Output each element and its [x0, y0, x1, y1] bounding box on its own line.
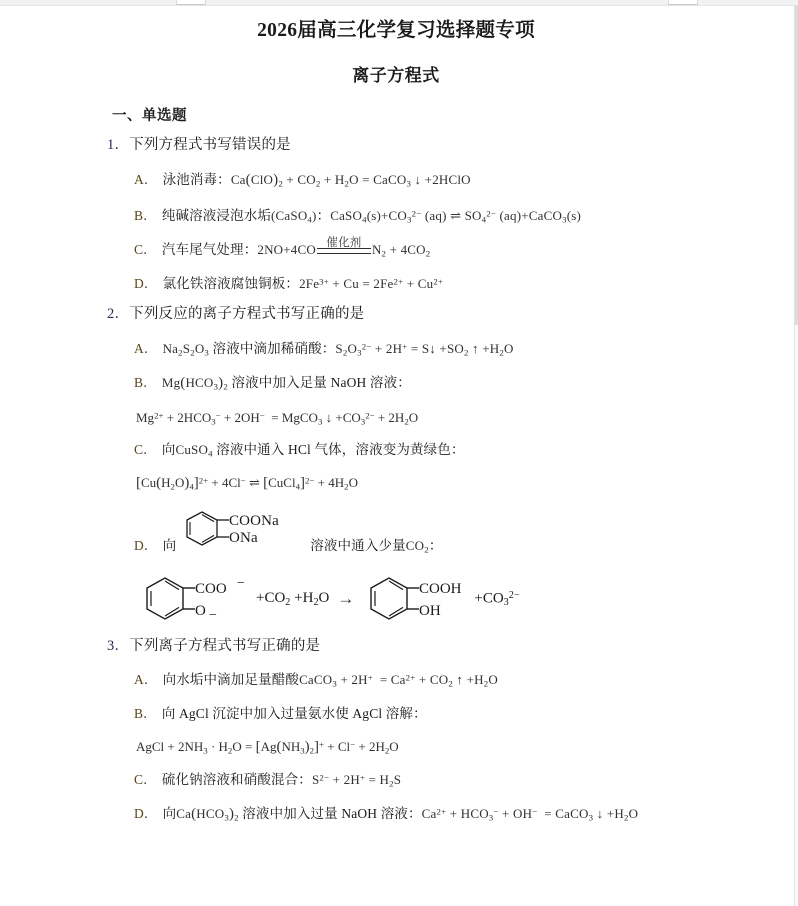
question-2-option-d[interactable]	[134, 506, 792, 556]
option-letter: C．	[134, 241, 157, 257]
question-1-option-d[interactable]	[134, 274, 792, 294]
question-3-option-c[interactable]	[134, 770, 792, 790]
option-letter: A．	[134, 340, 158, 356]
option-letter: C．	[134, 771, 157, 787]
benzene-dianion-structure-icon	[179, 506, 307, 550]
o-charge-label: −	[209, 607, 217, 623]
option-letter: D．	[134, 806, 158, 822]
salicylic-acid-structure-icon	[363, 572, 469, 626]
option-letter: A．	[134, 672, 158, 688]
page-title: 2026届高三化学复习选择题专项	[257, 20, 535, 41]
option-equation: CaCO$_3$ + $2H^+ = Ca^{2+} + CO_2$ ↑ $+H_2O$	[299, 672, 498, 689]
option-equation: $S_2O_3^{2-} + 2H^+$ = S↓ $+SO_2$ ↑ $+H_2O$	[335, 340, 514, 358]
question-2-option-b[interactable]	[134, 373, 792, 395]
question-1-option-a[interactable]	[134, 170, 792, 192]
option-equation: $CaSO_4(s)+CO_3^{2-}$ (aq) ⇌ $SO_4^{2-}$ (aq)+CaCO$_3$(s)	[330, 207, 582, 225]
viewer-page-tab-right	[668, 0, 698, 5]
option-equation: 2NO+4CO 催化剂 $N_2 + 4CO_2$	[257, 236, 431, 259]
question-3-number: 3．	[107, 637, 130, 654]
option-text-after: 溶液中通入少量$CO_2$：	[310, 538, 443, 555]
question-2-number: 2．	[107, 306, 130, 323]
option-text: 向CuSO$_4$ 溶液中通入 HCl 气体，溶液变为黄绿色：	[161, 442, 465, 459]
question-1-stem	[107, 136, 792, 156]
option-letter: B．	[134, 706, 157, 722]
question-2-option-b-equation: $Mg^{2+} + 2HCO_3^- + 2OH^-$ = MgCO$_3$ ↓ $+CO_3^{2-} + 2H_2O$	[136, 409, 419, 426]
question-3-stem-text: 下列离子方程式书写正确的是	[129, 637, 321, 654]
equation-reactants: $+CO_2 +H_2O$	[256, 589, 330, 608]
question-2-stem-text: 下列反应的离子方程式书写正确的是	[129, 306, 365, 323]
question-1	[0, 136, 792, 294]
question-3-option-b-equation: AgCl + $2NH_3 \cdot H_2O = [Ag(NH_3)_2]^+ + Cl^- + 2H_2O$	[136, 738, 399, 756]
question-2-option-d-equation	[136, 572, 792, 626]
option-letter: B．	[134, 207, 157, 223]
option-letter: D．	[134, 276, 158, 292]
option-equation: $Ca^{2+} + HCO_3^- + OH^-$ = CaCO$_3$ ↓ $+H_2O$	[421, 806, 639, 823]
substituent-coona-label: COONa	[229, 513, 280, 530]
arrow-lines	[317, 248, 371, 254]
question-3-option-d[interactable]	[134, 804, 792, 826]
option-text: $Na_2S_2O_3$ 溶液中滴加稀硝酸：	[162, 340, 336, 358]
question-3	[0, 637, 792, 826]
option-equation: $Ca(ClO)_2 + CO_2 + H_2O$ = CaCO$_3$ ↓ +2HClO	[230, 171, 471, 189]
option-text: 氯化铁溶液腐蚀铜板：	[162, 276, 300, 292]
question-2-option-a[interactable]	[134, 339, 792, 359]
question-3-option-b[interactable]	[134, 704, 792, 724]
question-2-option-c[interactable]	[134, 440, 792, 460]
question-2-stem	[107, 305, 792, 325]
option-text: 纯碱溶液浸泡水垢(CaSO$_4$)：	[161, 207, 331, 225]
question-3-option-a[interactable]	[134, 670, 792, 690]
document-page	[0, 6, 792, 826]
question-2-option-c-equation: $[Cu(H_2O)_4]^{2+} + 4Cl^-$ ⇌ [CuCl$_4$]$^{2-}$ + $4H_2O$	[136, 475, 358, 492]
equation-products: $+CO_3^{2-}$	[474, 589, 520, 608]
cooh-label: COOH	[419, 580, 462, 597]
question-1-stem-text: 下列方程式书写错误的是	[129, 137, 291, 154]
option-text: 汽车尾气处理：	[161, 241, 258, 257]
structural-equation-row	[136, 572, 792, 626]
catalyst-label: 催化剂	[326, 236, 362, 249]
vertical-scrollbar[interactable]	[794, 5, 798, 906]
option-text: 向水垢中滴加足量醋酸	[162, 672, 300, 688]
option-equation: $S^{2-} + 2H^+ = H_2S$	[311, 771, 402, 789]
viewer-page-tab-left	[176, 0, 206, 5]
question-2	[0, 305, 792, 626]
question-1-number: 1．	[107, 137, 130, 154]
salicylate-dianion-structure-icon	[139, 572, 251, 626]
option-text: 硫化钠溶液和硝酸混合：	[161, 771, 312, 787]
question-1-option-b[interactable]	[134, 206, 792, 226]
reaction-arrow-icon: →	[337, 588, 355, 608]
question-1-option-c[interactable]	[134, 236, 792, 260]
catalyst-arrow	[317, 236, 371, 257]
oh-label: OH	[419, 602, 442, 619]
substituent-ona-label: ONa	[229, 530, 258, 547]
option-equation: $2Fe^{3+} + Cu = 2Fe^{2+} + Cu^{2+}$	[299, 276, 444, 292]
section-heading: 一、单选题	[112, 108, 187, 125]
option-text: 向	[162, 538, 177, 554]
option-letter: A．	[134, 171, 158, 187]
option-letter: B．	[134, 374, 157, 390]
question-3-stem	[107, 637, 792, 657]
option-text: $Mg(HCO_3)_2$ 溶液中加入足量 NaOH 溶液：	[161, 374, 411, 392]
o-minus-label: O	[195, 602, 206, 619]
coo-charge-label: −	[237, 575, 245, 591]
option-text: 向 AgCl 沉淀中加入过量氨水使 AgCl 溶解：	[161, 706, 427, 722]
option-text: 向$Ca(HCO_3)_2$ 溶液中加入过量 NaOH 溶液：	[162, 806, 422, 823]
coo-minus-label: COO	[195, 580, 227, 597]
option-letter: D．	[134, 538, 158, 554]
page-subtitle: 离子方程式	[352, 66, 440, 86]
option-letter: C．	[134, 442, 157, 457]
option-text: 泳池消毒：	[162, 171, 231, 187]
